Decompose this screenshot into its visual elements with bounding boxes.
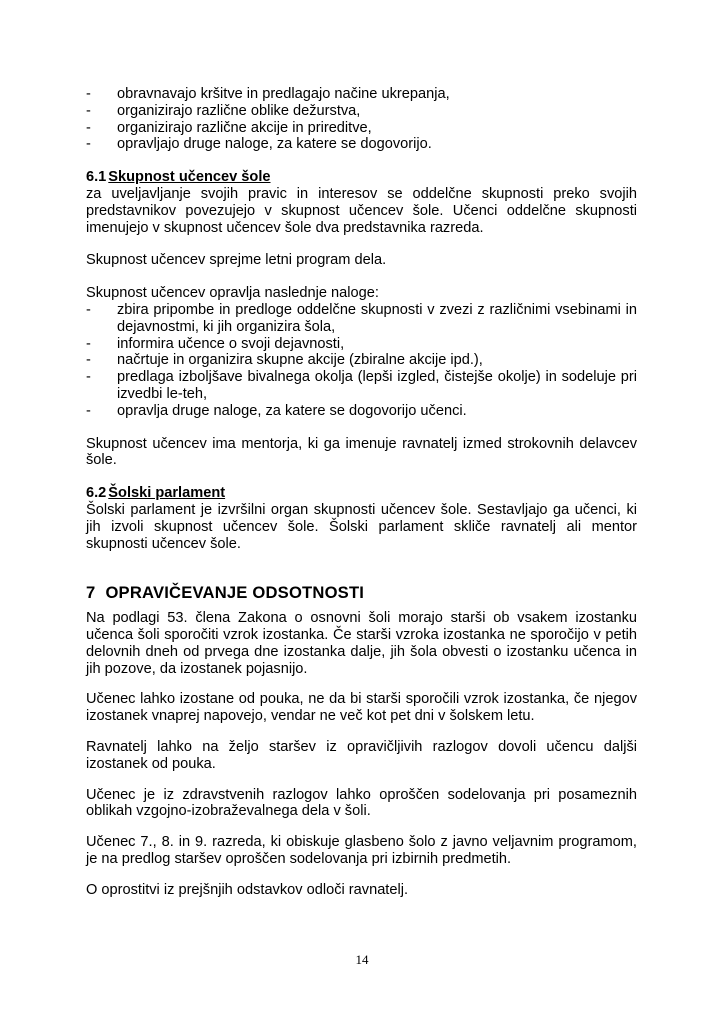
section-6-1-heading: 6.1 Skupnost učencev šole: [86, 169, 271, 186]
list-item: - predlaga izboljšave bivalnega okolja (lepši izgled, čistejše okolje) in sodeluje pri izvedbi le-teh,: [86, 369, 637, 402]
section-6-1-paragraph: Skupnost učencev sprejme letni program dela.: [86, 252, 387, 269]
section-7-paragraph: Učenec 7., 8. in 9. razreda, ki obiskuje glasbeno šolo z javno veljavnim programom, je na predlog staršev oproščen sodelovanja pri izbirnih predmetih.: [86, 834, 637, 867]
section-6-1-paragraph: Skupnost učencev opravlja naslednje naloge:: [86, 285, 379, 302]
list-item: - opravlja druge naloge, za katere se dogovorijo učenci.: [86, 402, 467, 419]
section-7-paragraph: Ravnatelj lahko na željo staršev iz opravičljivih razlogov dovoli učencu daljši izostanek od pouka.: [86, 738, 637, 772]
list-item: - zbira pripombe in predloge oddelčne skupnosti v zvezi z različnimi vsebinami in dejavnostmi, ki jih organizira šola,: [86, 301, 637, 335]
page-number: 14: [355, 952, 369, 967]
section-7-heading: 7 OPRAVIČEVANJE ODSOTNOSTI: [86, 583, 365, 603]
section-6-1-paragraph: Skupnost učencev ima mentorja, ki ga imenuje ravnatelj izmed strokovnih delavcev šole.: [86, 435, 637, 469]
document-page: [86, 86, 637, 898]
section-7-paragraph: Učenec lahko izostane od pouka, ne da bi starši sporočili vzrok izostanka, če njegov izostanek vnaprej napovejo, vendar ne več kot pet dni v šolskem letu.: [86, 691, 637, 725]
tasks-list: [86, 302, 637, 420]
section-7-paragraph: O oprostitvi iz prejšnjih odstavkov odloči ravnatelj.: [86, 881, 409, 898]
list-item: - informira učence o svoji dejavnosti,: [86, 335, 345, 352]
intro-list: [86, 86, 637, 153]
list-item: - organizirajo različne oblike dežurstva,: [86, 102, 361, 119]
list-item: - obravnavajo kršitve in predlagajo načine ukrepanja,: [86, 86, 450, 102]
list-item: - organizirajo različne akcije in prireditve,: [86, 119, 372, 136]
list-item: - načrtuje in organizira skupne akcije (zbiralne akcije ipd.),: [86, 352, 483, 369]
section-6-1-paragraph: za uveljavljanje svojih pravic in interesov se oddelčne skupnosti preko svojih predstavnikov povezujejo v skupnost učencev šole. Učenci oddelčne skupnosti imenujejo v skupnost učencev šole dva predstavnika razreda.: [86, 185, 637, 236]
section-7-paragraph: Na podlagi 53. člena Zakona o osnovni šoli morajo starši ob vsakem izostanku učenca šoli sporočiti vzrok izostanka. Če starši vzroka izostanka ne sporočijo v petih delovnih dneh od prvega dne izostanka dalje, jih šola obvesti o izostanku učenca in jih pozove, da izostanek pojasnijo.: [86, 610, 637, 677]
section-7-paragraph: Učenec je iz zdravstvenih razlogov lahko oproščen sodelovanja pri posameznih oblikah vzgojno-izobraževalnega dela v šoli.: [86, 786, 637, 820]
list-item: - opravljajo druge naloge, za katere se dogovorijo.: [86, 136, 432, 153]
section-6-2-paragraph: Šolski parlament je izvršilni organ skupnosti učencev šole. Sestavljajo ga učenci, ki jih izvoli skupnost učencev šole. Šolski parlament skliče ravnatelj ali mentor skupnosti učencev šole.: [86, 501, 637, 552]
section-6-2-heading: 6.2 Šolski parlament: [86, 485, 226, 502]
